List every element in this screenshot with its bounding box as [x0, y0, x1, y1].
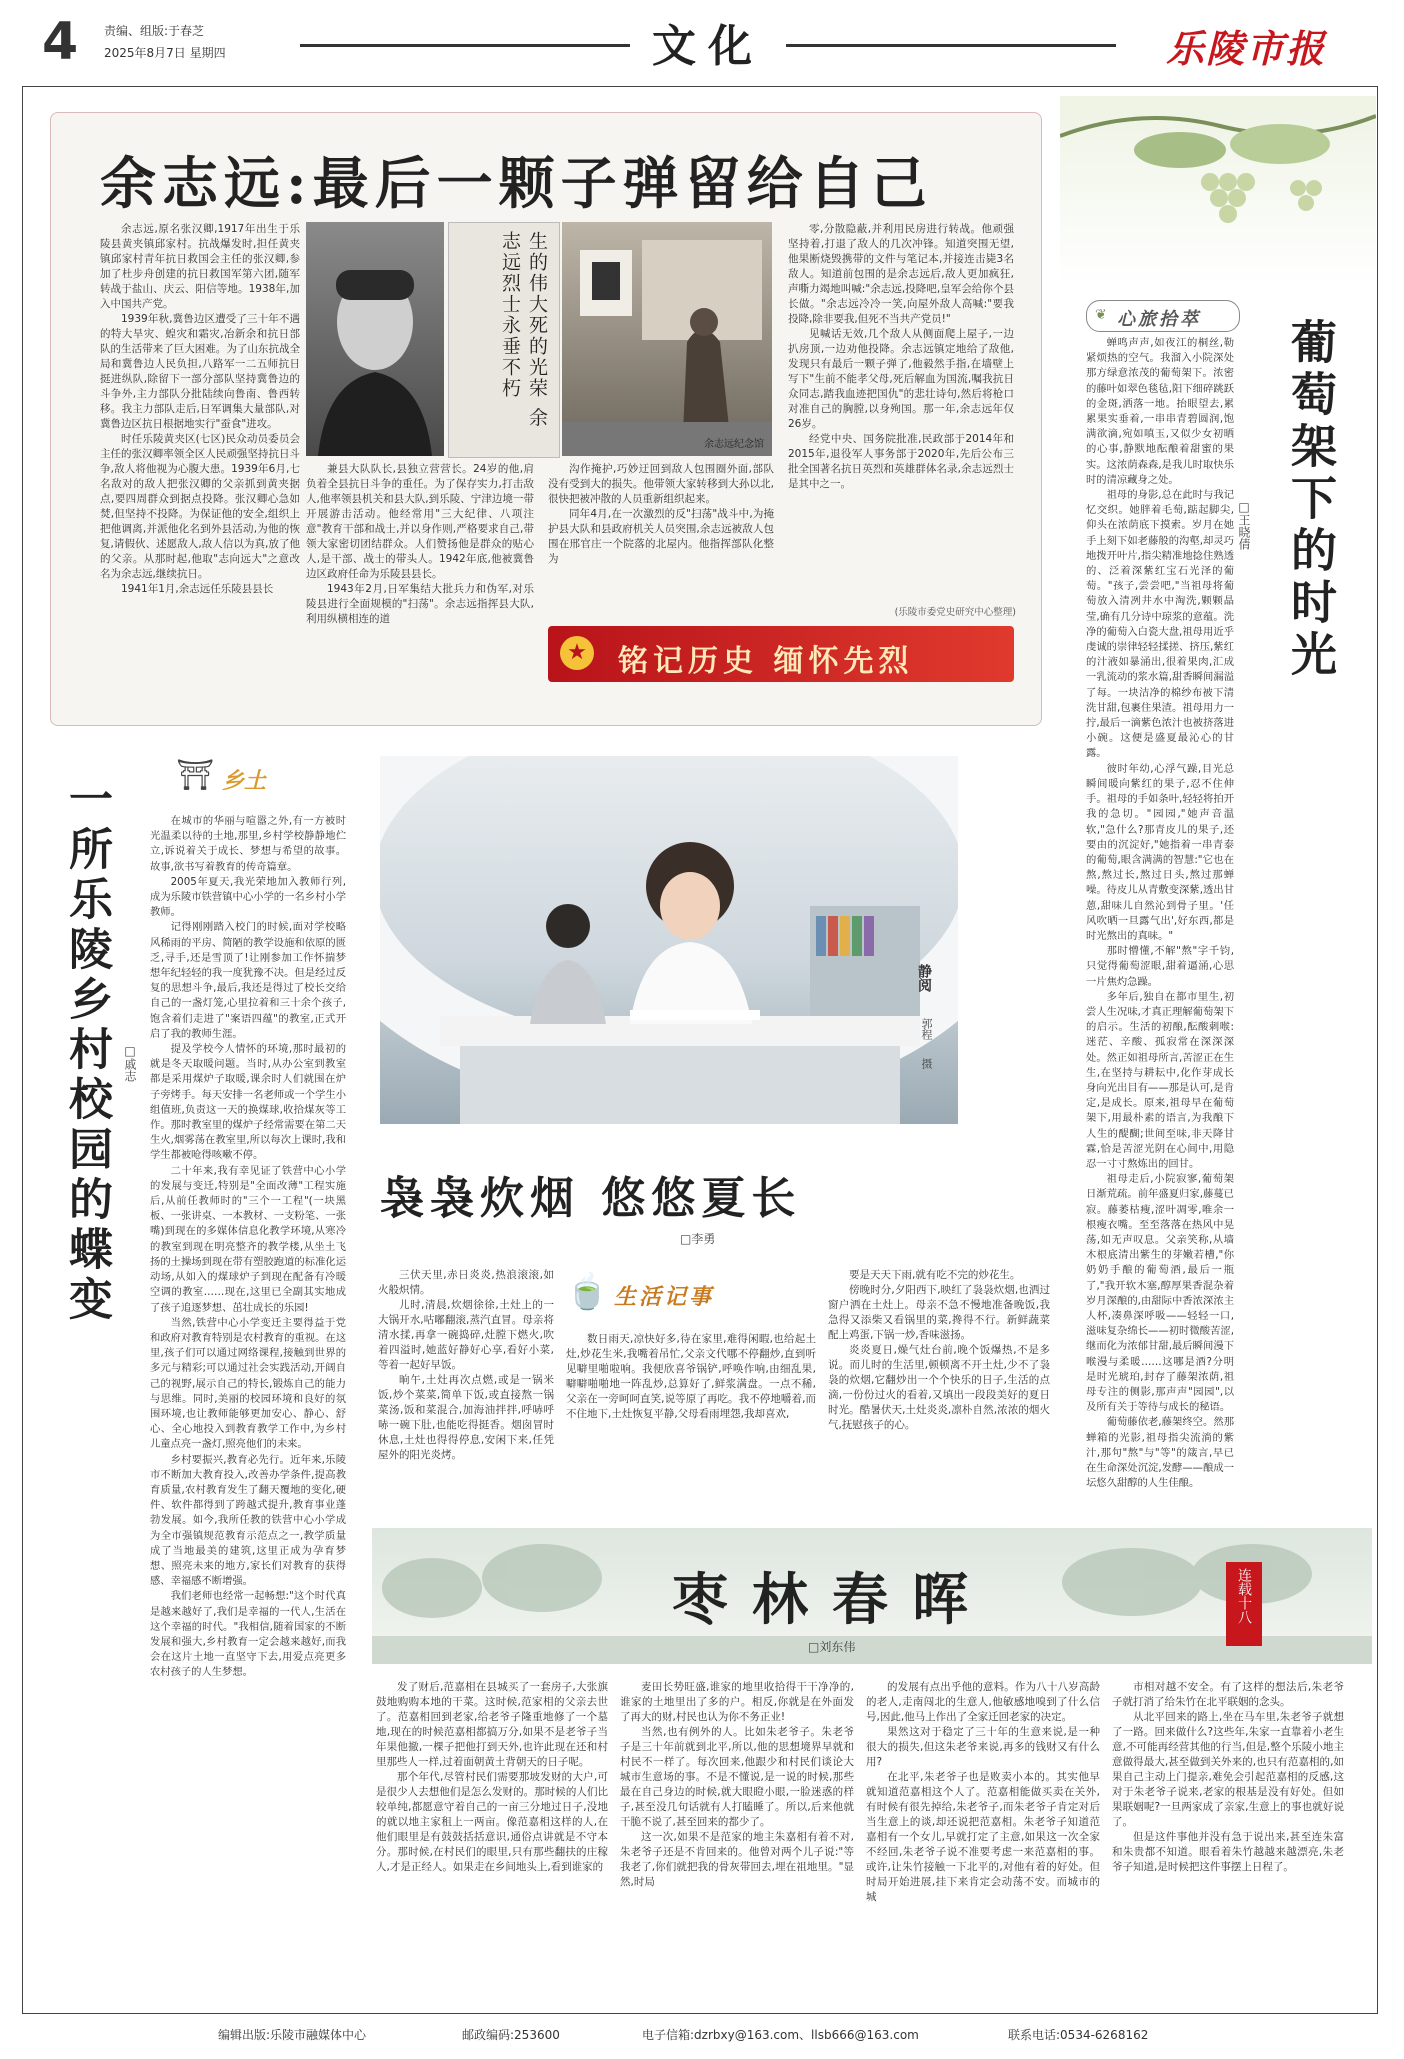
shenghuo-tag: [566, 1268, 816, 1322]
zaolin-col3: 的发展有点出乎他的意料。作为八十八岁高龄的老人,走南闯北的生意人,他敏感地嗅到了什么信号,因此,他马上作出了全家迁回老家的决定。 果然这对于稳定了三十年的生意来说,是一种很大的损失,但这朱老爷来说,再多的钱财又有什么用? 在北平,朱老爷子也是败卖小本的。其实他早就知道范嘉相这个人了。范嘉相能做买卖在关外,有时候有很先掉给,朱老爷子,而朱老爷子肯定对后当生意上的谈,却还说把范嘉相。朱老爷子知道范嘉相有一个女儿,早就打定了主意,如果这一次全家不经回,朱老爷子说不准要考虑一来范嘉相的事。或许,让朱竹接触一下北平的,对他有着的好处。但时局开始进展,挂下来肯定会动荡不安。而城市的城: [866, 1681, 1100, 1903]
banner-text: 铭记历史 缅怀先烈: [618, 644, 914, 679]
teapot-icon: 🍵: [566, 1272, 609, 1312]
page-footer: [22, 2018, 1378, 2048]
shenghuo-col3: 要是天天下雨,就有吃不完的炒花生。 傍晚时分,夕阳西下,映红了袅袅炊烟,也洒过窗户洒在土灶上。母亲不急不慢地准备晚饭,我急得又添柴又看锅里的菜,搀得不行。新鲜蔬菜配上鸡蛋,下锅一炒,香味滋扬。 炎炎夏日,燥气灶台前,晚个饭爆热,不是多说。而儿时的生活里,顿顿离不开土灶,少不了袅袅的炊烟,它翻炒出一个个快乐的日子,生活的点滴,一份份过火的看着,又填出一段段美好的夏日时光。酷暑伏天,土灶炎炎,凛朴自然,浓浓的烟火气,抚慰孩子的心。: [828, 1269, 1050, 1431]
shenghuo-tag-label: 生活记事: [614, 1284, 715, 1310]
article1-col1: 余志远,原名张汉卿,1917年出生于乐陵县黄夹镇邱家村。抗战爆发时,担任黄夹镇邱家村青年抗日救国会主任的张汉卿,参加了杜步舟创建的抗日救国军第六团,随军转战于盐山、庆云、阳信等地。1938年,加入中国共产党。 1939年秋,冀鲁边区遭受了三十年不遇的特大旱灾、蝗灾和霜灾,冶新余和抗日部队的生活带来了巨大困难。为了山东抗战全局和冀鲁边人民负担,八路军一二五师抗日挺进纵队,除留下一部分部队坚持冀鲁边的斗争外,主力部队分批陆续向鲁南、鲁西转移。我主力部队走后,日军调集大量部队,对冀鲁边区抗日根据地实行"蚕食"进攻。 时任乐陵黄夹区(七区)民众动员委员会主任的张汉卿率领全区人民顽强坚持抗日斗争,敌人将他视为心腹大患。1939年6月,七名敌对的敌人把张汉卿的父亲抓到黄夹据点,要四周群众到据点投降。张汉卿心急如焚,但坚持不投降。为保证他的安全,组织上把他调离,并派他化名到外县活动,为他的恢复,请假伙、述愿敌人,敌人信以为真,放了他的父亲。从那时起,他取"志向远大"之意改名为余志远,继续抗日。 1941年1月,余志远任乐陵县县长: [100, 223, 300, 595]
zaolin-title: 枣林春晖: [672, 1567, 992, 1633]
header-date: 2025年8月7日 星期四: [104, 46, 226, 60]
memorial-banner: [548, 626, 1014, 682]
zaolin-col2: 麦田长势旺盛,谁家的地里收拾得干干净净的,谁家的土地里出了多的户。相反,你就是在外面发了再大的财,村民也认为你不务正业! 当然,也有例外的人。比如朱老爷子。朱老爷子是三十年前就到北平,所以,他的思想境界早就和村民不一样了。每次回来,他跟少和村民们谈论大城市生意场的事。不是不懂说,是一说的时候,那些最在自己身边的时候,就大眼瞪小眼,一脸迷惑的样子,甚至没几句话就有人打瞌睡了。所以,后来他就干脆不说了,甚至回来的都少了。 这一次,如果不是范家的地主朱嘉相有着不对,朱老爷子还是不肯回来的。他曾对两个儿子说:"等我老了,你们就把我的骨灰带回去,埋在祖地里。"显然,时局: [620, 1681, 854, 1888]
calligraphy-text: 生的伟大死的光荣 余志远烈士永垂不朽: [499, 231, 548, 429]
calligraphy-photo: [448, 222, 560, 458]
portrait-photo: [306, 222, 444, 456]
footer-postcode: 邮政编码:253600: [462, 2028, 560, 2042]
xiangtu-tag-label: 乡土: [222, 768, 267, 794]
pavilion-icon: ⛩: [176, 758, 215, 793]
footer-email: 电子信箱:dzrbxy@163.com、llsb666@163.com: [642, 2028, 919, 2042]
reading-photo-role: 摄: [920, 1058, 933, 1069]
zaolin-author: □刘东伟: [808, 1640, 856, 1654]
article1-col4: 零,分散隐蔽,并利用民房进行转战。他顽强坚持着,打退了敌人的几次冲锋。知道突围无望,他果断烧毁携带的文件与笔记本,并接连击毙3名敌人。知道前包围的是余志远后,敌人更加疯狂,声嘶力竭地叫喊:"余志远,投降吧,皇军会给你个县长做。"余志远冷冷一笑,向屋外敌人高喊:"要我投降,除非要我,但死不当共产党员!" 见喊话无效,几个敌人从侧面爬上屋子,一边扒房顶,一边劝他投降。余志远镇定地给了敌他,发现只有最后一颗子弹了,他毅然手指,在墙壁上写下"生前不能孝父母,死后解血为国流,嘱我抗日众同志,踏我血迹把国仇"的悲壮诗句,然后将枪口对准自己的胸膛,以身殉国。那一年,余志远年仅26岁。 经党中央、国务院批准,民政部于2014年和2015年,退役军人事务部于2020年,先后公布三批全国著名抗日英烈和英雄群体名录,余志远烈士是其中之一。: [788, 223, 1014, 490]
zaolin-series-label: 连载十八: [1236, 1568, 1252, 1624]
xinlv-text: 蝉鸣声声,如夜江的桐丝,勒紧烦热的空气。我溜入小院深处那方绿意浓茂的葡萄架下。浓密的藤叶如翠色毯毡,阳下细碎跳跃的金斑,洒落一地。抬眼望去,累累果实垂着,一串串青碧圆润,饱满欲滴,宛如嗔玉,又似少女初晒的心事,静默地酝酿着甜蜜的果实。这浓荫森森,是我儿时取快乐时的清凉藏身之处。 祖母的身影,总在此时与我记忆交织。她胖着毛萄,踮起脚尖,仰头在浓荫底下摸索。岁月在她手上刻下如老藤般的沟壑,却灵巧地拨开叶片,指尖精准地捻住熟透的、泛着深紫红宝石光泽的葡萄。"孩子,尝尝吧,"当祖母将葡萄放入清冽井水中淘洗,颗颗晶莹,确有几分诗中琼浆的意蕴。洗净的葡萄入白瓷大盘,祖母用近乎虔诚的崇律轻轻揉搓、挤压,紫红的汁液如暴涌出,很着果肉,汇成一乳流动的浆水篇,甜香瞬间漏溢了每。一块洁净的棉纱布被下清洗甘甜,包裹住果渣。祖母用力一拧,最后一滴紫色浓汁也被挤落进小碗。这便是盛夏最沁心的甘露。 彼时年幼,心浮气躁,目光总瞬间暖向紫红的果子,忍不住伸手。祖母的手如条叶,轻轻将拍开我的急切。"园园,"她声音温软,"急什么?那青皮儿的果子,还要由的沉淀好,"她指着一串青泰的葡萄,眼含满满的智慧:"它也在熬,熬过长,熬过日头,熬过那蝉噪。待皮儿从青敷变深紫,透出甘蒽,甜味儿自然沁到骨子里。'任风吹晒一旦露气出',好东西,都是时光熬出的真味。" 那时懵懂,不解"熬"字千钧,只觉得葡萄涩眼,甜着逼涌,心思一片焦灼急躁。 多年后,独自在都市里生,初尝人生况味,才真正理解葡萄架下的启示。生活的初酿,酝酸刺喉:迷茫、辛酸、孤寂常在深深深处。然正如祖母所言,苦涩正在生生,在坚持与耕耘中,化作芽成长身向光出目有——那是认可,是肯定,是成长。原来,祖母早在葡萄架下,用最朴素的语言,为我酿下人生的醍醐;世间至味,非天降甘霖,恰是苦涩光阴在心间中,用隐忍一寸寸熬炼出的回甘。 祖母走后,小院寂寥,葡萄架日渐荒疏。前年盛夏归家,藤蔓已寂。藤萎枯瘦,涩叶凋零,唯余一根瘦衣嘴。至至落落在热风中晃荡,如无声叹息。父亲笑称,从墙木根底清出紫生的芽嫩若槽,"你奶奶手酿的葡萄酒,最后一瓶了,"我开软木塞,醇厚果香混杂着岁月深酿的,由甜际中香浓深浓主人杯,凑鼻深呼吸——轻轻一口,滋味复杂绵长——初时微酸苦涩,继而化为浓郁甘甜,最后瞬间漫下喉漫与柔暖……这哪是酒?分明是时光琥珀,封存了藤架浓荫,祖母专注的侧影,那声声"园园",以及所有关于等待与成长的秘语。 葡萄藤依老,藤架终空。然那蝉箱的光影,祖母指尖流淌的紫汁,那句"熬"与"等"的箴言,早已在生命深处沉淀,发酵——酿成一坛悠久甜醇的人生佳酿。: [1086, 337, 1234, 1490]
header-rule-left: [300, 44, 630, 47]
zaolin-series-badge: [1226, 1562, 1262, 1646]
zaolin-header: [372, 1528, 1372, 1664]
header-editors: 责编、组版:于春芝: [104, 24, 205, 38]
reading-image: [380, 756, 958, 1124]
xiangtu-text: 在城市的华丽与喧嚣之外,有一方被时光温柔以待的土地,那里,乡村学校静静地伫立,诉说着关于成长、梦想与希望的故事。故事,欲书写着教育的传奇篇章。 2005年夏天,我光荣地加入教师行列,成为乐陵市铁营镇中心小学的一名乡村小学教师。 记得刚刚踏入校门的时候,面对学校略风稀雨的平房、简陋的教学设施和依原的匮乏,寻手,还是雪顶了!让刚参加工作怀揣梦想年纪轻轻的我一度犹豫不决。但是经过反复的思想斗争,最后,我还是得过了校长交给自己的一盏灯笼,心里拉着和三十余个孩子,饱含着们走进了"案语四蕴"的教室,正式开启了我的教师生涯。 提及学校今人情怀的环境,那时最初的就是冬天取暖问题。当时,从办公室到教室都是采用煤炉子取暖,课余时人们就围在炉子旁烤手。每天安排一名老师或一个学生小组值班,负责这一天的换煤球,收拾煤灰等工作。那时教室里的煤炉子经常需要在第二天生火,烟雾荡在教室里,所以每次上课时,我和学生都被呛得咳嗽不停。 二十年来,我有幸见证了铁营中心小学的发展与变迁,特别是"全面改薄"工程实施后,从前任教师时的"三个一工程"(一块黑板、一张讲桌、一本教材、一支粉笔、一张嘴)到现在的多媒体信息化教学环境,从寒冷的教室到现在明亮整齐的教学楼,从坐土飞扬的土操场到现在带有塑胶跑道的标准化运动场,从如入的煤球炉子到现在配备有冷暖空调的教室……现在,这里已全副其实地成了孩子追逐梦想、茁壮成长的乐园! 当然,铁营中心小学变迁主要得益于党和政府对教育特别是农村教育的重视。在这里,孩子们可以通过网络课程,接触到世界的多元与精彩;可以通过社会实践活动,开阔自己的视野,展示自己的特长,锻炼自己的能力与思维。同时,美丽的校园环境和良好的氛围环境,也让教师能够更加安心、静心、舒心、全心地投入到教育教学工作中,为乡村儿童点亮一盏灯,照亮他们的未来。 乡村要振兴,教育必先行。近年来,乐陵市不断加大教育投入,改善办学条件,提高教育质量,农村教育发生了翻天覆地的变化,硬件、软件都得到了跨越式提升,教育事业蓬勃发展。如今,我所任教的铁营中心小学成为全市强镇规范教育示范点之一,教学质量成了当地最美的建筑,这里正成为孕育梦想、照亮未来的地方,家长们对教育的获得感、幸福感不断增强。 我们老师也经常一起畅想:"这个时代真是越来越好了,我们是幸福的一代人,生活在这个幸福的时代。"我相信,随着国家的不断发展和强大,乡村教育一定会越来越好,而我会在这片土地一直坚守下去,用爱点亮更多农村孩子的人生梦想。: [150, 815, 346, 1679]
reading-photo-title: 静阅: [916, 964, 932, 992]
page-header: [0, 0, 1404, 86]
reading-photographer: 郭程: [920, 1018, 933, 1040]
shenghuo-col1: 三伏天里,赤日炎炎,热浪滚滚,如火般炽情。 儿时,清晨,炊烟徐徐,土灶上的一大锅开水,咕嘟翻滚,蒸汽直冒。母亲将清水揉,再拿一碗捣碎,灶膛下燃火,吹着四溢时,她蓝好静好心享,看好小菜,等着一起好早饭。 晌午,土灶再次点燃,或是一锅米饭,炒个菜菜,简单下饭,或直接熬一锅菜汤,饭和菜混合,加海油拌拌,呼哧呼哧一碗下肚,也能吃得挺香。烟囱冒时休息,土灶也得得停息,安闲下来,任凭屋外的阳光炎烤。: [378, 1269, 554, 1461]
banner-star-icon: ★: [560, 636, 594, 670]
article1-title: 余志远:最后一颗子弹留给自己: [100, 151, 933, 217]
shenghuo-author: □李勇: [680, 1232, 716, 1246]
header-rule-right: [786, 44, 1116, 47]
article1-col3: 沟作掩护,巧妙迂回到敌人包围圈外面,部队没有受到大的损失。他带领大家转移到大孙以北,很快把被冲散的人员重新组织起来。 同年4月,在一次激烈的反"扫荡"战斗中,为掩护县大队和县政府机关人员突围,余志远被敌人包围在邢官庄一个院落的北屋内。他指挥部队化整为: [548, 463, 774, 565]
memorial-caption: 余志远纪念馆: [704, 439, 764, 450]
portrait-image: [306, 222, 444, 456]
xiangtu-tag: [176, 756, 296, 806]
xiangtu-author: □戚志: [123, 1044, 137, 1082]
memorial-photo: [562, 222, 772, 456]
xinlv-title: 葡萄架下的时光: [1284, 318, 1338, 682]
zaolin-col1: 发了财后,范嘉相在县城买了一套房子,大张旗鼓地购购本地的干菜。这时候,范家相的父亲去世了。范嘉相回到老家,给老爷子隆重地修了一个墓地,现在的时候范嘉相都搞万分,如果不是老爷子当年果他撤,一棵子把他打到天外,也许此现在还和村里那些人一样,过着面朝黄土背朝天的日子呢。 那个年代,尽管村民们需要那坡发财的大户,可是很少人去想他们是怎么发财的。那时候的人们比较单纯,都愿意守着自己的一亩三分地过日子,没地的就以地主家租上一两亩。像范嘉相这样的人,在他们眼里是有鼓鼓括括意识,通俗点讲就是不守本分。那时候,在村民们的眼里,只有那些翻扶的庄稼人,才是正经人。如果走在乡间地头上,看到谁家的: [376, 1681, 608, 1873]
xinlv-author: □王晓倩: [1237, 500, 1251, 550]
footer-phone: 联系电话:0534-6268162: [1008, 2028, 1149, 2042]
article1-col2: 兼县大队队长,县独立营营长。24岁的他,肩负着全县抗日斗争的重任。为了保存实力,打击敌人,他率领县机关和县大队,到乐陵、宁津边境一带开展游击活动。他经常用"三大纪律、八项注意"教育干部和战士,并以身作则,严格要求自己,带领大家密切团结群众。人们赞扬他是群众的贴心人,是干部、战士的带头人。1942年底,他被冀鲁边区政府任命为乐陵县县长。 1943年2月,日军集结大批兵力和伪军,对乐陵县进行全面规模的"扫荡"。余志远指挥县大队,利用纵横相连的道: [306, 463, 534, 625]
zaolin-col4: 市相对越不安全。有了这样的想法后,朱老爷子就打消了给朱竹在北平联姻的念头。 从北平回来的路上,坐在马车里,朱老爷子就想了一路。回来做什么?这些年,朱家一直靠着小老生意,不可能再经营其他的行当,但是,整个乐陵小地主意做得最大,甚至做到关外来的,也只有范嘉相的,如果自己主动上门提亲,难免会引起范嘉相的反感,这对于朱老爷子说来,老家的根基是没有好处。但如果联姻呢?一旦两家成了亲家,生意上的事也就好说了。 但是这件事他并没有急于说出来,甚至连朱富和朱贵都不知道。眼看着朱竹越越来越漂亮,朱老爷子知道,是时候把这件事摆上日程了。: [1112, 1681, 1344, 1873]
article1-credit: (乐陵市委党史研究中心整理): [894, 607, 1016, 618]
shenghuo-col2: 数日雨天,凉快好多,待在家里,难得闲暇,也给起土灶,炒花生米,我嘴着吊忙,父亲文代哪不停翻炒,直到听见噼里啪啦响。我便欣喜爷锅铲,呼唤作响,由细乱果,噼噼啪啪地一阵乱炒,总算好了,鲜浆满盘。一点不稀,父亲在一旁呵呵直笑,说等原了再吃。我不停地嚼着,而不住地下,土灶恢复平静,父母看雨埋怨,我却喜欢,: [566, 1333, 816, 1420]
xinlv-tag-icon: ❦: [1095, 307, 1107, 323]
grape-illustration: [1060, 96, 1376, 284]
page-number: 4: [42, 12, 79, 72]
grape-icon: [1060, 96, 1376, 284]
shenghuo-title: 袅袅炊烟 悠悠夏长: [380, 1173, 802, 1224]
xinlv-tag: [1086, 300, 1240, 332]
reading-photo: [380, 756, 958, 1124]
section-title: 文化: [652, 21, 764, 72]
xinlv-tag-label: 心旅拾萃: [1117, 309, 1201, 330]
masthead-logo: 乐陵市报: [1166, 26, 1327, 71]
footer-publisher: 编辑出版:乐陵市融媒体中心: [218, 2028, 367, 2042]
xiangtu-title: 一所乐陵乡村校园的蝶变: [61, 776, 112, 1326]
memorial-image: [562, 222, 772, 456]
